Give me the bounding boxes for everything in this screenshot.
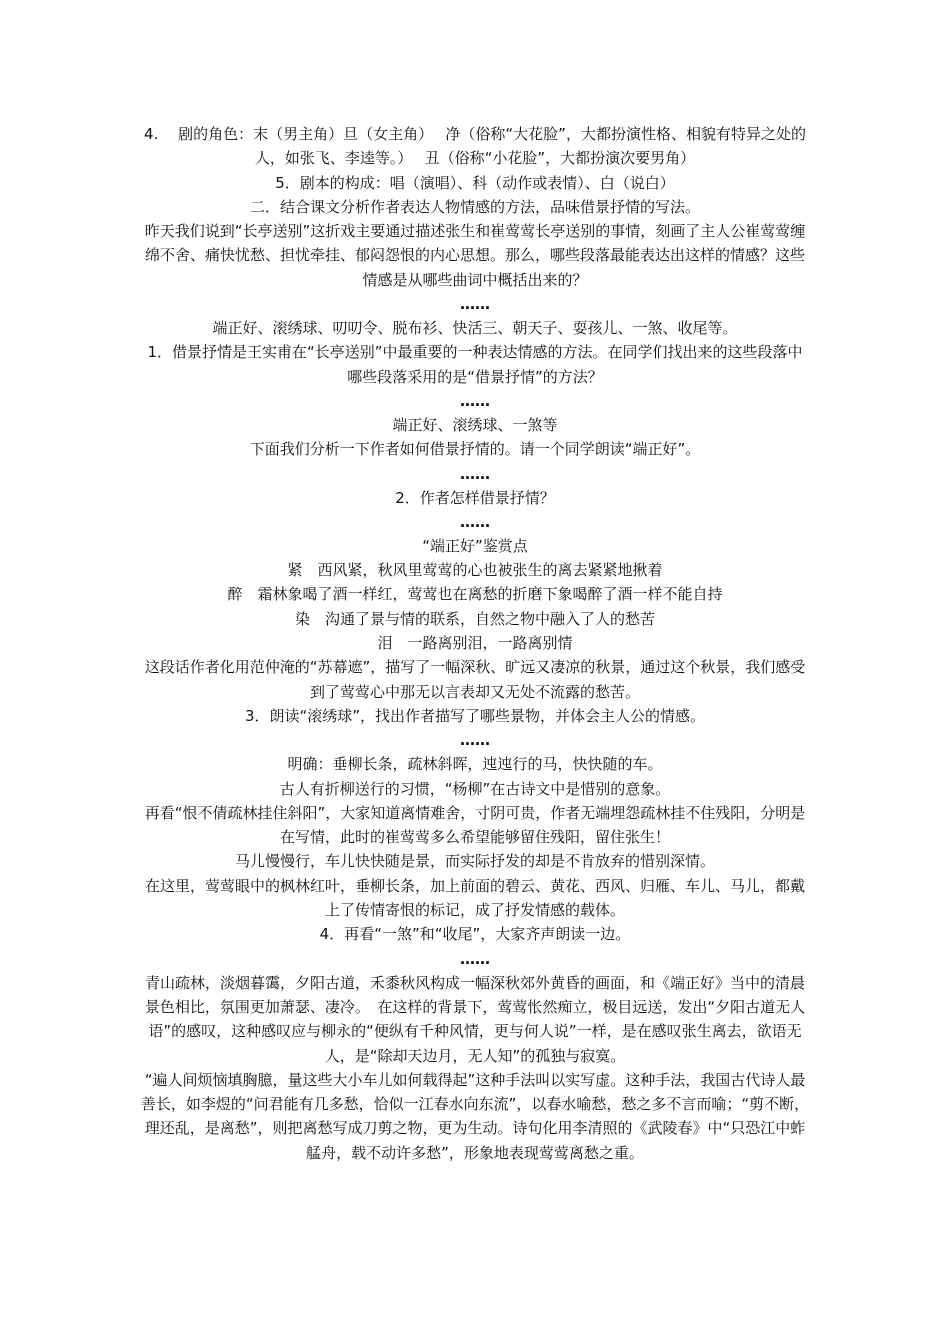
ellipsis-separator: …… bbox=[460, 512, 490, 531]
section-heading: 二．结合课文分析作者表达人物情感的方法，品味借景抒情的写法。 bbox=[249, 197, 700, 216]
appreciation-item: 泪 一路离别泪，一路离别情 bbox=[377, 634, 573, 653]
ellipsis-separator: …… bbox=[460, 949, 490, 968]
analysis-paragraph: “遍人间烦恼填胸臆，量这些大小车儿如何载得起”这种手法叫以实写虚。这种手法，我国古代诗人最善长，如李煜的“问君能有几多愁，恰似一江春水向东流”，以春水喻愁，愁之多不言而喻；“剪不断，理还乱，是离愁”，则把离愁写成刀剪之物，更为生动。诗句化用李清照的《武陵春》中“只恐江中蚱艋舟，载不动许多愁”，形象地表现莺莺离愁之重。 bbox=[140, 1070, 810, 1162]
analysis-paragraph: 这段话作者化用范仲淹的“苏幕遮”，描写了一幅深秋、旷远又凄凉的秋景，通过这个秋景，我们感受到了莺莺心中那无以言表却又无处不流露的愁苦。 bbox=[144, 658, 806, 701]
answer-line: 端正好、滚绣球、一煞等 bbox=[392, 415, 558, 434]
ellipsis-separator: …… bbox=[460, 731, 490, 750]
appreciation-item: 醉 霜林象喝了酒一样红，莺莺也在离愁的折磨下象喝醉了酒一样不能自持 bbox=[227, 585, 723, 604]
explanation-line: 古人有折柳送行的习惯，“杨柳”在古诗文中是惜别的意象。 bbox=[279, 779, 671, 798]
intro-paragraph: 昨天我们说到“长亭送别”这折戏主要通过描述张生和崔莺莺长亭送别的事情，刻画了主人公崔莺莺缠绵不舍、痛快忧愁、担忧牵挂、郁闷怨恨的内心思想。那么，哪些段落最能表达出这样的情感？这些情感是从哪些曲词中概括出来的？ bbox=[144, 222, 806, 289]
question-1-paragraph: 1．借景抒情是王实甫在“长亭送别”中最重要的一种表达情感的方法。在同学们找出来的这些段落中哪些段落采用的是“借景抒情”的方法？ bbox=[147, 343, 803, 386]
ellipsis-separator: …… bbox=[460, 295, 490, 314]
role-types-paragraph: 4. 剧的角色：末（男主角）旦（女主角） 净（俗称“大花脸”，大都扮演性格、相貌有特异之处的人，如张飞、李逵等。） 丑（俗称“小花脸”，大都扮演次要男角） bbox=[144, 125, 806, 168]
analysis-paragraph: 在这里，莺莺眼中的枫林红叶，垂柳长条，加上前面的碧云、黄花、西风、归雁、车儿、马儿，都戴上了传情寄恨的标记，成了抒发情感的载体。 bbox=[144, 876, 805, 920]
analysis-paragraph: 青山疏林，淡烟暮霭，夕阳古道，禾黍秋风构成一幅深秋郊外黄昏的画面，和《端正好》当中的清晨景色相比，氛围更加萧瑟、凄冷。 在这样的背景下，莺莺怅然痴立，极目远送，发出“夕阳古道无人语”的感叹，这种感叹应与柳永的“便纵有千种风情，更与何人说”一样，是在感叹张生离去，欲语无人，是“除却天边月，无人知”的孤独与寂寞。 bbox=[144, 973, 806, 1065]
ellipsis-separator: …… bbox=[460, 391, 490, 410]
appreciation-item: 染 沟通了景与情的联系，自然之物中融入了人的愁苦 bbox=[294, 609, 655, 628]
instruction-line: 下面我们分析一下作者如何借景抒情的。请一个同学朗读“端正好”。 bbox=[249, 440, 701, 459]
answer-line: 明确：垂柳长条，疏林斜晖，迍迍行的马，快快随的车。 bbox=[287, 755, 663, 774]
appreciation-item: 紧 西风紧，秋风里莺莺的心也被张生的离去紧紧地揪着 bbox=[287, 561, 663, 580]
explanation-line: 马儿慢慢行，车儿快快随是景，而实际抒发的却是不肯放弃的惜别深情。 bbox=[234, 852, 715, 871]
question-3-line: 3．朗读“滚绣球”，找出作者描写了哪些景物，并体会主人公的情感。 bbox=[244, 706, 706, 725]
appreciation-heading: “端正好”鉴赏点 bbox=[422, 536, 528, 555]
question-4-line: 4．再看“一煞”和“收尾”，大家齐声朗读一边。 bbox=[319, 925, 631, 944]
answer-line: 端正好、滚绣球、叨叨令、脱布衫、快活三、朝天子、耍孩儿、一煞、收尾等。 bbox=[212, 319, 738, 338]
analysis-paragraph: 再看“恨不倩疏林挂住斜阳”，大家知道离情难舍，寸阴可贵，作者无端埋怨疏林挂不住残阳，分明是在写情，此时的崔莺莺多么希望能够留住残阳，留住张生！ bbox=[144, 803, 806, 847]
question-2-line: 2．作者怎样借景抒情？ bbox=[395, 488, 555, 507]
ellipsis-separator: …… bbox=[460, 464, 490, 483]
document-page bbox=[140, 122, 810, 1165]
script-structure-line: 5．剧本的构成：唱（演唱）、科（动作或表情）、白（说白） bbox=[275, 173, 675, 192]
